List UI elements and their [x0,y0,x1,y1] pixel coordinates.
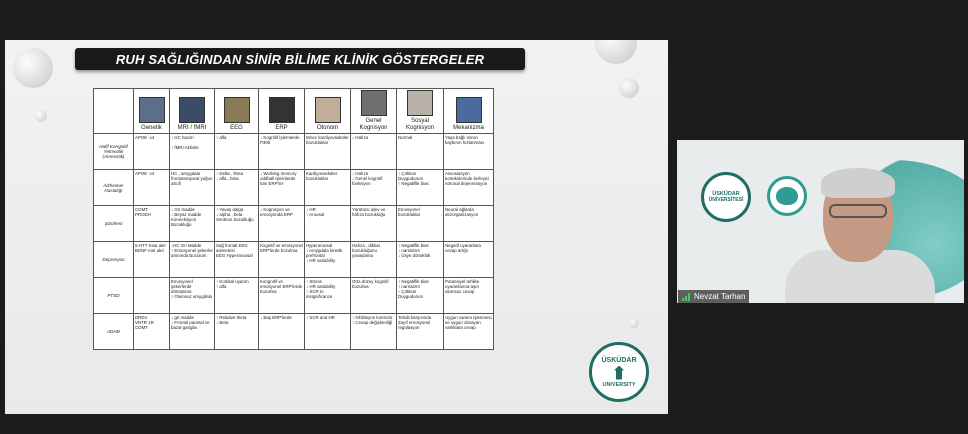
table-cell: Hyperarousal ↑ Amygdala kinetik prefrontal ↓ HR variability [305,242,351,278]
table-row [94,170,494,206]
presentation-slide [5,40,668,414]
table-cell [134,278,170,314]
column-header [397,89,444,134]
table-cell: Negatif uyaranlara cevap artığı [444,242,494,278]
table-cell: COMT PRODH [134,206,170,242]
table-row [94,278,494,314]
table-row [94,314,494,350]
table-cell: Normal [397,134,444,170]
table-cell: ↑ Yavaş dalga ↓ alpha , beta Senkron bozukluğu [215,206,259,242]
table-cell: ↓ gri madde ↓ Frontal parietal ve bazal ganglia [170,314,215,350]
table-cell: ↓ HC hacim ↑ fMRI Aktivite [170,134,215,170]
column-header-label: EEG [230,125,243,131]
column-header-label: Genetik [141,125,162,131]
column-header [215,89,259,134]
table-cell: ↓ Baş ERP'lerde [259,314,305,350]
table-cell: ↑ Negatiflik bias ↑ narsisizm ↑ Çökkün Duygudurum [397,278,444,314]
column-image-icon [179,97,205,123]
table-cell: 5-HTT Kısa alel BDNF met alel [134,242,170,278]
clinical-markers-table [93,88,494,350]
table-cell: Kongnitif ve emosyonel ERP'lerde bozulma [259,278,305,314]
table-cell: Neural ağlarda dezorganizasyon [444,206,494,242]
table-cell: Sağ frontal EEG asimetrisi EEG Hyperarousal [215,242,259,278]
decor-bubble [595,40,637,64]
table-cell: Yaşa bağlı nöron kaybının hızlanması [444,134,494,170]
table-cell: ↑ Çökkün Duygudurum ↑ Negatiflik bias [397,170,444,206]
table-cell: ↑ Delta , theta ↓ alfa , beta [215,170,259,206]
decor-bubble [629,318,639,328]
table-row [94,242,494,278]
column-image-icon [456,97,482,123]
participant-person [765,160,945,303]
column-header-label: MRI / fMRI [177,125,207,131]
table-row [94,134,494,170]
table-cell: Yürütücü işlev ve hafıza bozukluğu [351,206,397,242]
column-header-label: Sosyal Kognisyon [405,118,435,131]
table-cell: Minor kardiyovasküler bozukluklar [305,134,351,170]
table-cell: Tehdit karşısında Zayıf emosyonel regülasyon [397,314,444,350]
decor-bubble [619,78,639,98]
participant-video[interactable] [677,140,964,303]
slide-title-bar [75,48,525,70]
participant-name-tag [678,290,749,303]
table-cell: HC , amygdala frontotemporal yoğun atrofi [170,170,215,206]
table-cell: Kognitif ve emosyonel ERP'lerde bozulma [259,242,305,278]
cam-logo-text-bottom: ÜNİVERSİTESİ [708,197,744,203]
table-cell: Assosiasyon kortekslerinde ilerleyici nöronal dejenerasyon [444,170,494,206]
column-header [305,89,351,134]
slide-title: RUH SAĞLIĞINDAN SİNİR BİLİME KLİNİK GÖSTERGELER [115,51,485,67]
logo-text-bottom: UNIVERSITY [602,381,636,388]
cam-logo-text-top: ÜSKÜDAR [712,191,740,197]
table-cell: ↑ Stress ↓ HR variability ↑ SCR to insignificance [305,278,351,314]
column-header [444,89,494,134]
column-image-icon [224,97,250,123]
column-header [170,89,215,134]
uskudar-universitesi-logo [701,172,751,222]
table-cell: ↓ Working memory oddball işlemlerde tüm ERP'ler [259,170,305,206]
column-header-label: Mekanizma [453,125,484,131]
table-cell: Uygun varsını işlenmesi ve uygun olmayan varlıklara cevap [444,314,494,350]
table-cell: DRD4 VNTR 1R COMT [134,314,170,350]
table-cell: ↑ İnhibisyon kontrolü ↑ Cevap değişkenliği [351,314,397,350]
table-cell: Emosyonel şekerlerde dönüşümü ↑ Olumsuz amygdala [170,278,215,314]
row-label: Şizofreni [94,206,134,242]
signal-bars-icon [682,293,690,301]
row-label: ADHD [94,314,134,350]
row-label: Hafif Kongnitif Yetmezlik (Amnestik) [94,134,134,170]
column-image-icon [407,90,433,116]
uskudar-university-logo [589,342,649,402]
column-header-label: ERP [275,125,288,131]
row-label: Alzheimer Hastalığı [94,170,134,206]
table-row [94,206,494,242]
table-cell: ↑ Relative theta ↓ Beta [215,314,259,350]
table-cell: APOE -ɛ4 [134,134,170,170]
column-image-icon [139,97,165,123]
table-cell: APOE -ɛ4 [134,170,170,206]
column-header [134,89,170,134]
logo-text-top: ÜSKÜDAR [601,356,637,364]
table-cell: ↓ Hafıza ↓ Genel kognitif fonksiyon [351,170,397,206]
column-image-icon [269,97,295,123]
table-cell: ↑ Kortikal uyarım ↑ alfa [215,278,259,314]
row-label: PTSD [94,278,134,314]
table-cell: ↓ Kognisyon ve emosyonda ERP [259,206,305,242]
column-header [259,89,305,134]
table-cell: Potansiyel tehlike uyaranlarına aşırı olumsuz cevap [444,278,494,314]
table-cell: Orta düzey kognitif bozulma [351,278,397,314]
table-cell: ↓ HR ↑ Arousal [305,206,351,242]
table-cell: ↓ Hafıza [351,134,397,170]
table-cell: ↑ alfa [215,134,259,170]
tower-icon [614,366,624,380]
table-cell: Emosyonel bozukluklar [397,206,444,242]
column-image-icon [315,97,341,123]
decor-bubble [13,48,53,88]
table-cell: ↓ Gri madde ↓ Beyaz madde Konneksiyon Bozukluğu [170,206,215,242]
table-cell: Kardiyovasküler bozukluklar [305,170,351,206]
participant-name: Nevzat Tarhan [694,292,746,301]
column-header-label: Otonom [316,125,339,131]
column-image-icon [361,90,387,116]
row-label: Depresyon [94,242,134,278]
table-cell: Hafıza , dikkat bozukluğunu yavaşlama [351,242,397,278]
column-header-label: Genel Kognisyon [359,118,388,131]
column-header [351,89,397,134]
table-cell: ↑ Negatiflik bias ↓ narsisizm ↓ Üsye dönüklük [397,242,444,278]
header-empty [94,89,134,134]
table-cell: ↓HC Gri Madde ↑ Emosyonel şekerler amnında Bozulum [170,242,215,278]
table-cell: ↑ SCR and HR [305,314,351,350]
decor-bubble [35,110,47,122]
table-cell: ↓ Kognitif İşlemlerde P300 [259,134,305,170]
